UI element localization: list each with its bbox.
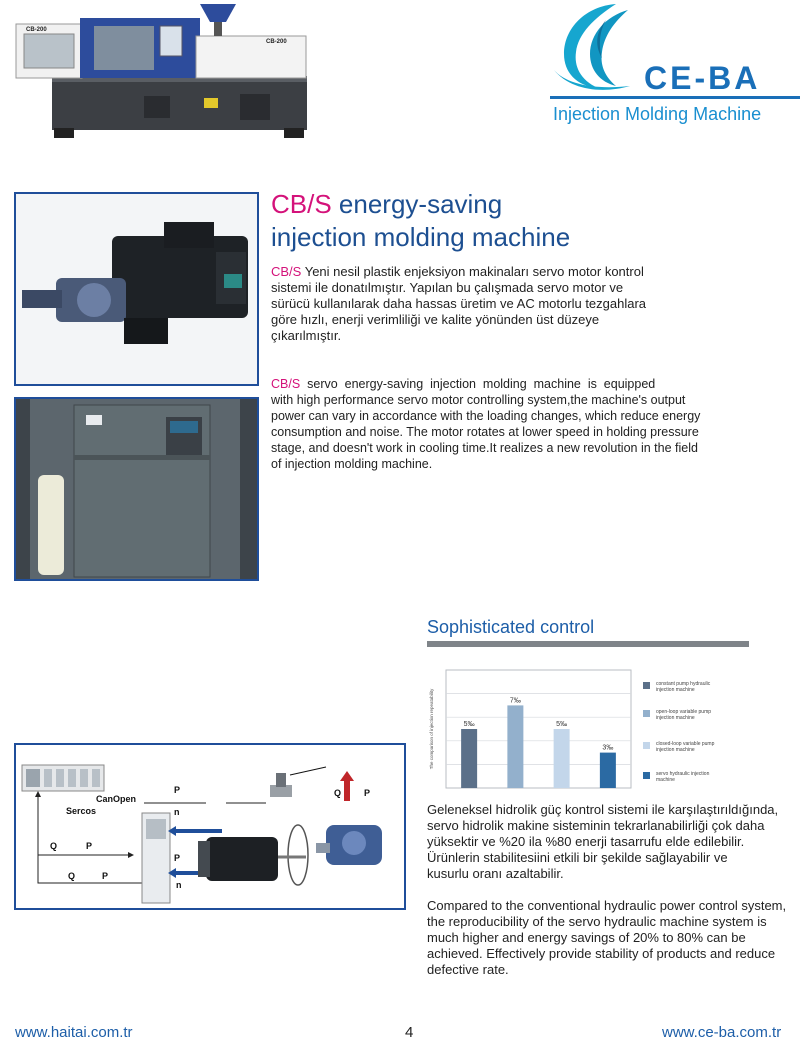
machine-badge-left: CB-200: [26, 27, 47, 33]
intro-en-line: with high performance servo motor controlling system,the machine's output: [271, 393, 686, 407]
control-tr-line: yüksektir ve %20 ila %80 enerji tasarrufu elde edilebilir.: [427, 834, 745, 849]
diagram-label-q: Q: [334, 788, 342, 798]
chart-legend-label: servo hydraulic injection machine: [656, 771, 710, 783]
company-logo: [546, 0, 800, 130]
control-en-line: achieved. Effectively provide stability of products and reduce: [427, 946, 776, 961]
control-en-line: much higher and energy savings of 20% to 80% can be: [427, 930, 746, 945]
chart-bar: [507, 705, 523, 788]
servo-motor-photo: [14, 192, 259, 386]
intro-tr-line: göre hızlı, enerji verimliliği ve kalite yönünden üst düzeye: [271, 312, 600, 327]
intro-en-line: servo energy-saving injection molding machine is equipped: [300, 377, 656, 391]
intro-en-line: power can vary in accordance with the loading changes, which reduce energy: [271, 409, 701, 423]
diagram-label-n: n: [176, 880, 182, 890]
diagram-graphics: [16, 745, 404, 908]
intro-tr: [271, 264, 681, 344]
diagram-label-canopen: CanOpen: [96, 794, 137, 804]
chart-bar: [600, 753, 616, 788]
control-en: [427, 898, 799, 978]
logo-subtitle: Injection Molding Machine: [553, 104, 762, 124]
intro-en: [271, 376, 781, 472]
intro-tr-line: Yeni nesil plastik enjeksiyon makinaları servo motor kontrol: [301, 264, 644, 279]
chart-legend-label: closed-loop variable pump injection machine: [656, 741, 715, 753]
chart-legend-swatch: [643, 742, 650, 749]
chart-legend-swatch: [643, 710, 650, 717]
machine-photo: [14, 0, 314, 140]
title-line1: energy-saving: [331, 189, 503, 219]
intro-en-line: consumption and noise. The motor rotates at lower speed in holding pressure: [271, 425, 699, 439]
intro-en-brand: CB/S: [271, 377, 301, 391]
intro-tr-line: sistemi ile donatılmıştır. Yapılan bu çalışmada servo motor ve: [271, 280, 624, 295]
control-en-line: defective rate.: [427, 962, 509, 977]
chart-legend-swatch: [643, 772, 650, 779]
chart-data-label: 3‰: [602, 744, 614, 752]
diagram-label-p: P: [364, 788, 371, 798]
section-rule: [427, 641, 749, 647]
section-title: Sophisticated control: [427, 617, 595, 637]
intro-en-line: stage, and doesn't work in cooling time.It realizes a new revolution in the field: [271, 441, 698, 455]
intro-tr-brand: CB/S: [271, 264, 302, 279]
diagram-label-p: P: [174, 785, 181, 795]
control-tr-line: servo hidrolik makine sisteminin tekrarlanabilirliği çok daha: [427, 818, 765, 833]
control-tr-line: kusurlu oranı azaltabilir.: [427, 866, 564, 881]
diagram-label-sercos: Sercos: [66, 806, 97, 816]
diagram-label-p: P: [102, 871, 109, 881]
control-tr-line: Geleneksel hidrolik güç kontrol sistemi ile karşılaştırıldığında,: [427, 802, 779, 817]
diagram-label-p: P: [86, 841, 93, 851]
intro-tr-line: sürücü kullanılarak daha hassas üretim ve AC motorlu tezgahlara: [271, 296, 647, 311]
title-line2: injection molding machine: [271, 222, 571, 252]
chart-bar: [554, 729, 570, 788]
chart-data-label: 5‰: [463, 721, 475, 728]
page-number: 4: [405, 1024, 414, 1041]
chart-ylabel: The comparison of injection repeatability: [429, 688, 434, 770]
chart-data-label: 7‰: [509, 697, 521, 705]
diagram-label-n: n: [174, 807, 180, 817]
chart-legend-swatch: [643, 682, 650, 689]
diagram-label-p: P: [174, 853, 181, 863]
logo-text: CE-BA: [644, 60, 761, 96]
intro-en-line: of injection molding machine.: [271, 457, 433, 471]
logo-wave-icon: [546, 0, 646, 92]
servo-drive-photo: [14, 397, 259, 581]
control-tr-line: Ürünlerin stabilitesiini etkili bir şekilde sağlayabilir ve: [427, 850, 728, 865]
intro-tr-line: çıkarılmıştır.: [271, 328, 342, 343]
control-en-line: Compared to the conventional hydraulic power control system,: [427, 898, 787, 913]
chart-bar: [461, 729, 477, 788]
machine-badge-right: CB-200: [266, 39, 287, 45]
diagram-label-q: Q: [68, 871, 76, 881]
title-brand: CB/S: [271, 189, 332, 219]
chart-legend-label: open-loop variable pump injection machine: [656, 709, 712, 721]
page-title: [271, 188, 791, 254]
control-diagram: [14, 743, 406, 910]
repeatability-chart: [424, 664, 800, 798]
footer-left-url[interactable]: www.haitai.com.tr: [15, 1024, 133, 1041]
chart-legend-label: constant pump hydraulic injection machine: [656, 681, 711, 693]
diagram-label-q: Q: [50, 841, 58, 851]
control-en-line: the reproducibility of the servo hydraulic machine system is: [427, 914, 767, 929]
logo-rule: [550, 96, 800, 99]
chart-data-label: 5‰: [556, 721, 568, 728]
control-tr: [427, 802, 797, 882]
footer-right-url[interactable]: www.ce-ba.com.tr: [662, 1024, 782, 1041]
